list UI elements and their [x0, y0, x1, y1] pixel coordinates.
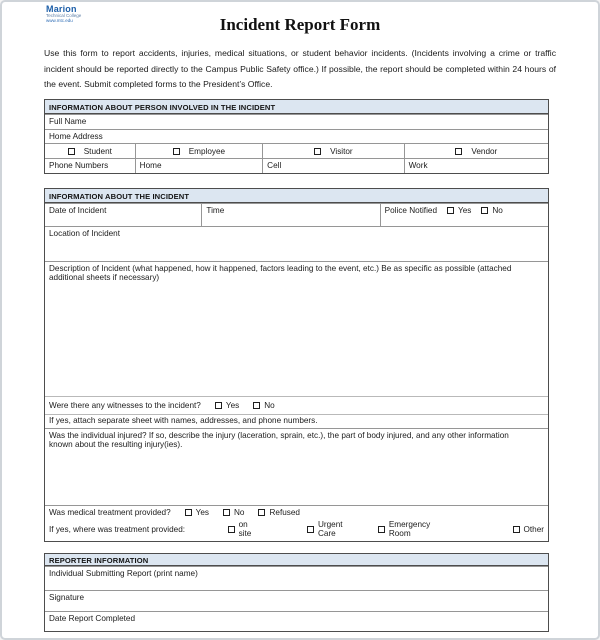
injury-question-label: Was the individual injured? If so, describe the injury (laceration, sprain, etc.), the part of body injured, and any other information known about the resulting injury(ies).	[49, 431, 509, 449]
medical-yes-checkbox[interactable]	[185, 509, 192, 516]
police-no-label: No	[492, 206, 503, 215]
home-address-label: Home Address	[49, 132, 103, 141]
signature-field[interactable]	[45, 590, 548, 611]
role-checkbox-row	[45, 143, 548, 158]
employee-checkbox[interactable]	[173, 148, 180, 155]
medical-refused-label: Refused	[269, 508, 300, 517]
witness-note-label: If yes, attach separate sheet with names, addresses, and phone numbers.	[49, 416, 318, 425]
full-name-field[interactable]	[45, 114, 548, 129]
witness-yes-checkbox[interactable]	[215, 402, 222, 409]
medical-refused-checkbox[interactable]	[258, 509, 265, 516]
injury-field[interactable]	[45, 428, 548, 505]
logo-tagline: Technical College	[46, 13, 82, 19]
reporter-info-table	[44, 553, 549, 632]
medical-yes-label: Yes	[195, 508, 210, 517]
logo-url: www.mtc.edu	[46, 18, 73, 24]
date-time-police-row	[45, 203, 548, 226]
treatment-emergency-room-option	[378, 520, 451, 538]
role-employee-option	[135, 144, 263, 158]
date-completed-field[interactable]	[45, 611, 548, 631]
time-field[interactable]: Time	[201, 204, 379, 226]
form-instructions: Use this form to report accidents, injuries, medical situations, or student behavior incidents. (Incidents involving a crime or traffic incident should be reported directly to the Campus Public Safety office.) If possible, the report should be completed within 24 hours of the event. Submit completed forms to the President’s Office.	[44, 48, 556, 89]
location-label: Location of Incident	[49, 229, 121, 238]
treatment-onsite-option	[228, 520, 261, 538]
phone-numbers-row	[45, 158, 548, 173]
vendor-checkbox[interactable]	[455, 148, 462, 155]
phone-numbers-label: Phone Numbers	[49, 161, 109, 170]
description-field[interactable]	[45, 261, 548, 396]
medical-refused-option	[258, 508, 300, 517]
visitor-label: Visitor	[330, 146, 353, 156]
police-notified-label: Police Notified	[384, 206, 438, 215]
logo-name: Marion	[46, 4, 77, 14]
witness-question-label: Were there any witnesses to the incident?	[49, 401, 201, 410]
person-info-header: INFORMATION ABOUT PERSON INVOLVED IN THE INCIDENT	[45, 100, 548, 114]
medical-no-option	[223, 508, 244, 517]
medical-no-label: No	[234, 508, 245, 517]
person-info-table	[44, 99, 549, 174]
role-student-option	[45, 144, 135, 158]
police-yes-checkbox[interactable]	[447, 207, 454, 214]
role-vendor-option	[404, 144, 548, 158]
treatment-emergency-room-label: Emergency Room	[388, 520, 431, 538]
witness-note-row	[45, 414, 548, 428]
treatment-other-option	[513, 525, 544, 534]
signature-label: Signature	[49, 593, 85, 602]
student-label: Student	[83, 146, 112, 156]
student-checkbox[interactable]	[68, 148, 75, 155]
medical-treatment-row	[45, 505, 548, 541]
incident-info-table	[44, 188, 549, 542]
cell-phone-field[interactable]: Cell	[262, 159, 403, 173]
medical-no-checkbox[interactable]	[223, 509, 230, 516]
treatment-urgent-care-checkbox[interactable]	[307, 526, 314, 533]
treatment-other-label: Other	[523, 524, 544, 534]
location-field[interactable]	[45, 226, 548, 261]
reporter-info-header: REPORTER INFORMATION	[45, 554, 548, 566]
work-phone-field[interactable]: Work	[404, 159, 548, 173]
date-completed-label: Date Report Completed	[49, 614, 136, 623]
submitter-name-label: Individual Submitting Report (print name)	[49, 569, 198, 578]
medical-question-label: Was medical treatment provided?	[49, 508, 171, 517]
vendor-label: Vendor	[471, 146, 498, 156]
home-address-field[interactable]	[45, 129, 548, 143]
police-notified-field	[380, 204, 548, 226]
police-no-option	[481, 206, 502, 215]
employee-label: Employee	[188, 146, 226, 156]
police-no-checkbox[interactable]	[481, 207, 488, 214]
police-yes-label: Yes	[458, 206, 472, 215]
witness-no-label: No	[264, 401, 275, 410]
treatment-urgent-care-option	[307, 520, 360, 538]
treatment-emergency-room-checkbox[interactable]	[378, 526, 385, 533]
full-name-label: Full Name	[49, 117, 87, 126]
treatment-onsite-label: on site	[238, 520, 252, 538]
treatment-question-label: If yes, where was treatment provided:	[49, 524, 186, 534]
date-of-incident-field[interactable]: Date of Incident	[49, 206, 107, 215]
witness-no-checkbox[interactable]	[253, 402, 260, 409]
incident-info-header: INFORMATION ABOUT THE INCIDENT	[45, 189, 548, 203]
treatment-urgent-care-label: Urgent Care	[317, 520, 343, 538]
witness-no-option	[253, 401, 274, 410]
role-visitor-option	[262, 144, 403, 158]
medical-yes-option	[185, 508, 209, 517]
submitter-name-field[interactable]	[45, 566, 548, 590]
page-title: Incident Report Form	[219, 15, 381, 34]
witness-question-row	[45, 396, 548, 414]
witness-yes-option	[215, 401, 239, 410]
police-yes-option	[447, 206, 471, 215]
treatment-onsite-checkbox[interactable]	[228, 526, 235, 533]
home-phone-field[interactable]: Home	[135, 159, 263, 173]
description-label: Description of Incident (what happened, how it happened, factors leading to the event, etc.) Be as specific as possible (attached additional sheets if necessary)	[49, 264, 512, 282]
witness-yes-label: Yes	[225, 401, 240, 410]
visitor-checkbox[interactable]	[314, 148, 321, 155]
treatment-other-checkbox[interactable]	[513, 526, 520, 533]
